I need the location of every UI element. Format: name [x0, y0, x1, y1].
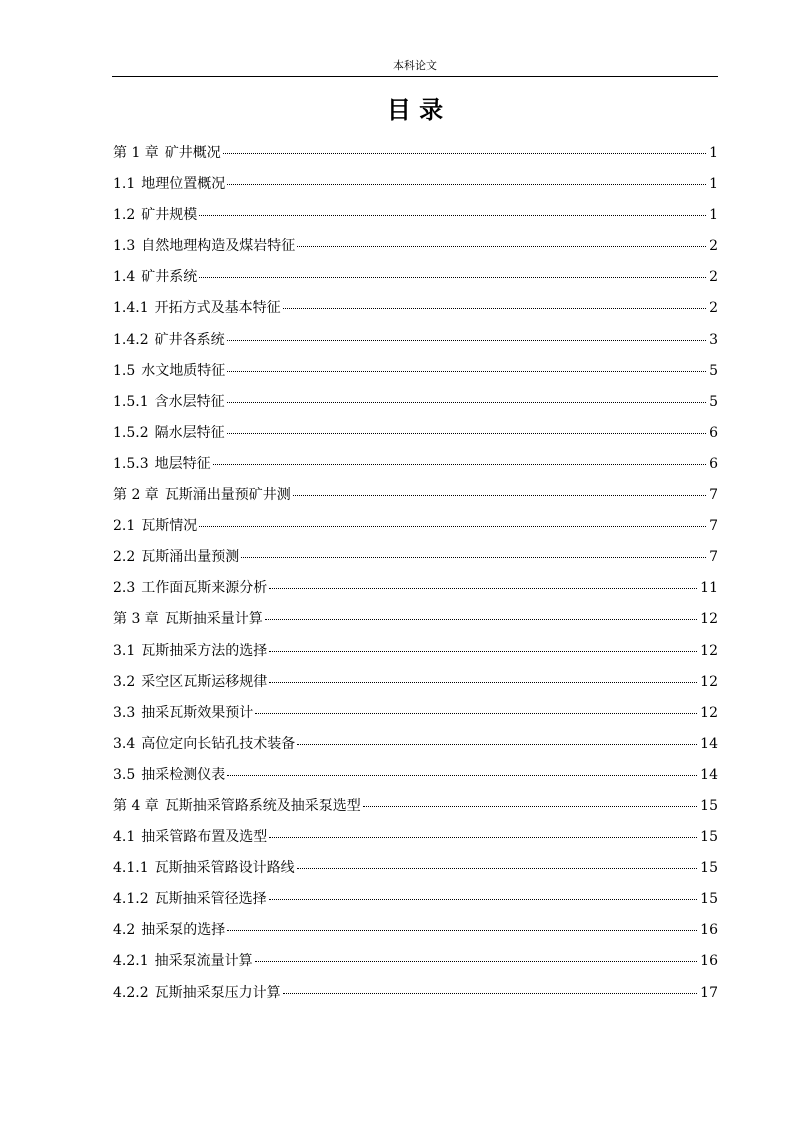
toc-entry-title: 水文地质特征 — [141, 362, 226, 379]
toc-entry-text — [113, 732, 295, 756]
toc-entry[interactable] — [113, 949, 718, 980]
toc-entry-text — [113, 607, 263, 631]
toc-entry-number: 4.2 — [113, 922, 136, 939]
toc-dot-leader — [255, 713, 697, 714]
toc-entry-number: 第 3 章 — [113, 611, 159, 628]
toc-entry[interactable] — [113, 856, 718, 887]
toc-page-number: 12 — [700, 611, 718, 628]
toc-entry-text — [113, 887, 267, 911]
toc-entry[interactable] — [113, 794, 718, 825]
toc-dot-leader — [241, 557, 706, 558]
toc-entry-number: 第 2 章 — [113, 487, 159, 504]
toc-page-number: 1 — [709, 176, 718, 193]
toc-entry-number: 1.4.1 — [113, 300, 149, 317]
toc-entry-number: 1.5.3 — [113, 455, 149, 472]
toc-page-number: 6 — [709, 455, 718, 472]
toc-entry-number: 4.2.1 — [113, 953, 149, 970]
toc-entry-title: 瓦斯抽采管路系统及抽采泵选型 — [164, 797, 361, 814]
toc-entry-title: 瓦斯抽采泵压力计算 — [154, 984, 281, 1001]
toc-entry-title: 矿井各系统 — [154, 331, 225, 348]
toc-dot-leader — [199, 215, 706, 216]
toc-entry-title: 矿井概况 — [164, 145, 221, 161]
toc-entry-number: 4.2.2 — [113, 984, 149, 1001]
toc-page-number: 1 — [709, 145, 718, 161]
toc-page-number: 12 — [700, 673, 718, 690]
page-header: 本科论文 — [393, 59, 437, 72]
toc-page-number: 15 — [700, 797, 718, 814]
toc-entry[interactable] — [113, 234, 718, 265]
toc-entry-title: 工作面瓦斯来源分析 — [141, 580, 268, 597]
toc-entry-title: 瓦斯抽采管路设计路线 — [154, 860, 295, 877]
toc-entry-number: 3.3 — [113, 704, 136, 721]
toc-entry[interactable] — [113, 887, 718, 918]
toc-page-number: 2 — [709, 269, 718, 286]
toc-entry-number: 2.3 — [113, 580, 136, 597]
toc-entry-title: 采空区瓦斯运移规律 — [141, 673, 268, 690]
toc-page-number: 17 — [700, 984, 718, 1001]
toc-entry-title: 瓦斯抽采量计算 — [164, 611, 263, 628]
toc-dot-leader — [223, 153, 706, 154]
toc-dot-leader — [227, 340, 706, 341]
toc-entry-text — [113, 918, 225, 942]
toc-entry-title: 矿井规模 — [141, 207, 198, 224]
toc-dot-leader — [269, 651, 697, 652]
toc-entry[interactable] — [113, 452, 718, 483]
toc-dot-leader — [297, 744, 697, 745]
toc-entry-title: 矿井系统 — [141, 269, 198, 286]
toc-entry[interactable] — [113, 825, 718, 856]
toc-page-number: 14 — [700, 735, 718, 752]
toc-entry-title: 地理位置概况 — [141, 176, 226, 193]
toc-entry-title: 瓦斯涌出量预测 — [141, 549, 240, 566]
toc-entry-text — [113, 141, 221, 165]
toc-entry[interactable] — [113, 545, 718, 576]
header-rule — [112, 76, 718, 77]
toc-entry[interactable] — [113, 670, 718, 701]
toc-entry-number: 4.1.1 — [113, 860, 149, 877]
toc-entry-title: 高位定向长钻孔技术装备 — [141, 735, 296, 752]
toc-dot-leader — [199, 277, 706, 278]
toc-dot-leader — [227, 184, 706, 185]
toc-entry-number: 4.1.2 — [113, 891, 149, 908]
toc-page-number: 15 — [700, 891, 718, 908]
toc-entry-text — [113, 328, 225, 352]
toc-entry-text — [113, 359, 225, 383]
toc-entry-text — [113, 763, 225, 787]
toc-dot-leader — [213, 464, 706, 465]
toc-entry-title: 抽采瓦斯效果预计 — [141, 704, 254, 721]
toc-page-number: 1 — [709, 207, 718, 224]
toc-entry-number: 第 4 章 — [113, 797, 159, 814]
toc-entry[interactable] — [113, 359, 718, 390]
toc-entry[interactable] — [113, 390, 718, 421]
toc-page-number: 2 — [709, 300, 718, 317]
toc-entry[interactable] — [113, 981, 718, 1012]
toc-entry-text — [113, 172, 225, 196]
toc-entry[interactable] — [113, 141, 718, 172]
toc-entry-text — [113, 856, 295, 880]
toc-dot-leader — [269, 588, 697, 589]
toc-entry[interactable] — [113, 421, 718, 452]
table-of-contents — [113, 141, 718, 1012]
toc-entry-number: 1.4 — [113, 269, 136, 286]
toc-page-number: 12 — [700, 642, 718, 659]
toc-page-number: 15 — [700, 829, 718, 846]
toc-dot-leader — [227, 433, 706, 434]
toc-dot-leader — [269, 899, 698, 900]
toc-dot-leader — [297, 246, 706, 247]
toc-dot-leader — [227, 775, 697, 776]
toc-entry-number: 3.4 — [113, 735, 136, 752]
toc-dot-leader — [297, 868, 698, 869]
toc-page-number: 15 — [700, 860, 718, 877]
toc-entry-text — [113, 514, 197, 538]
toc-entry-title: 抽采泵的选择 — [141, 922, 226, 939]
toc-entry-title: 开拓方式及基本特征 — [154, 300, 281, 317]
toc-page-number: 12 — [700, 704, 718, 721]
toc-entry[interactable] — [113, 607, 718, 638]
toc-dot-leader — [283, 308, 706, 309]
toc-entry-number: 1.1 — [113, 176, 136, 193]
toc-dot-leader — [269, 837, 697, 838]
toc-page-number: 7 — [709, 549, 718, 566]
toc-entry-number: 第 1 章 — [113, 145, 159, 161]
toc-entry-text — [113, 825, 267, 849]
toc-title: 目 录 — [386, 96, 444, 124]
toc-entry[interactable] — [113, 172, 718, 203]
toc-entry-number: 1.3 — [113, 238, 136, 255]
toc-page-number: 5 — [709, 362, 718, 379]
toc-dot-leader — [283, 993, 698, 994]
toc-entry-title: 含水层特征 — [154, 393, 225, 410]
toc-dot-leader — [227, 371, 706, 372]
toc-dot-leader — [199, 526, 706, 527]
toc-dot-leader — [255, 961, 698, 962]
toc-entry[interactable] — [113, 732, 718, 763]
toc-entry-title: 抽采泵流量计算 — [154, 953, 253, 970]
toc-entry-text — [113, 296, 281, 320]
toc-entry-text — [113, 483, 291, 507]
toc-entry-number: 1.5 — [113, 362, 136, 379]
toc-entry[interactable] — [113, 296, 718, 327]
toc-entry-title: 瓦斯涌出量预矿井测 — [164, 487, 291, 504]
toc-dot-leader — [227, 930, 697, 931]
toc-page-number: 2 — [709, 238, 718, 255]
toc-entry-title: 地层特征 — [154, 455, 211, 472]
toc-entry-title: 自然地理构造及煤岩特征 — [141, 238, 296, 255]
toc-entry[interactable] — [113, 918, 718, 949]
toc-entry-number: 3.1 — [113, 642, 136, 659]
toc-entry[interactable] — [113, 763, 718, 794]
toc-entry-number: 1.4.2 — [113, 331, 149, 348]
toc-page-number: 7 — [709, 518, 718, 535]
toc-entry-text — [113, 265, 197, 289]
toc-entry-number: 2.1 — [113, 518, 136, 535]
toc-entry-text — [113, 576, 267, 600]
toc-entry-number: 2.2 — [113, 549, 136, 566]
toc-page-number: 16 — [700, 953, 718, 970]
toc-dot-leader — [363, 806, 697, 807]
toc-entry-number: 1.5.2 — [113, 424, 149, 441]
toc-dot-leader — [293, 495, 706, 496]
toc-entry-number: 1.2 — [113, 207, 136, 224]
toc-dot-leader — [269, 682, 697, 683]
toc-entry-text — [113, 421, 225, 445]
toc-entry[interactable] — [113, 328, 718, 359]
toc-page-number: 16 — [700, 922, 718, 939]
toc-entry-text — [113, 670, 267, 694]
toc-entry[interactable] — [113, 483, 718, 514]
toc-dot-leader — [227, 402, 706, 403]
toc-entry-title: 瓦斯抽采管径选择 — [154, 891, 267, 908]
toc-page-number: 3 — [709, 331, 718, 348]
toc-entry[interactable] — [113, 576, 718, 607]
toc-entry-title: 隔水层特征 — [154, 424, 225, 441]
toc-page-number: 14 — [700, 766, 718, 783]
toc-entry-number: 1.5.1 — [113, 393, 149, 410]
toc-entry-text — [113, 203, 197, 227]
toc-entry-text — [113, 639, 267, 663]
toc-entry[interactable] — [113, 701, 718, 732]
toc-entry-number: 3.5 — [113, 766, 136, 783]
toc-entry-text — [113, 390, 225, 414]
toc-entry-number: 3.2 — [113, 673, 136, 690]
toc-entry-title: 瓦斯抽采方法的选择 — [141, 642, 268, 659]
toc-entry[interactable] — [113, 639, 718, 670]
toc-entry-text — [113, 981, 281, 1005]
toc-entry[interactable] — [113, 514, 718, 545]
toc-entry-text — [113, 545, 239, 569]
toc-entry-title: 抽采管路布置及选型 — [141, 829, 268, 846]
toc-entry-title: 抽采检测仪表 — [141, 766, 226, 783]
toc-page-number: 7 — [709, 487, 718, 504]
toc-page-number: 5 — [709, 393, 718, 410]
toc-entry-text — [113, 452, 211, 476]
toc-entry[interactable] — [113, 203, 718, 234]
toc-entry-text — [113, 701, 253, 725]
toc-entry-number: 4.1 — [113, 829, 136, 846]
toc-page-number: 6 — [709, 424, 718, 441]
toc-entry-text — [113, 794, 361, 818]
toc-entry[interactable] — [113, 265, 718, 296]
toc-entry-text — [113, 234, 295, 258]
toc-page-number: 11 — [700, 580, 718, 597]
toc-entry-text — [113, 949, 253, 973]
toc-entry-title: 瓦斯情况 — [141, 518, 198, 535]
toc-dot-leader — [265, 619, 697, 620]
